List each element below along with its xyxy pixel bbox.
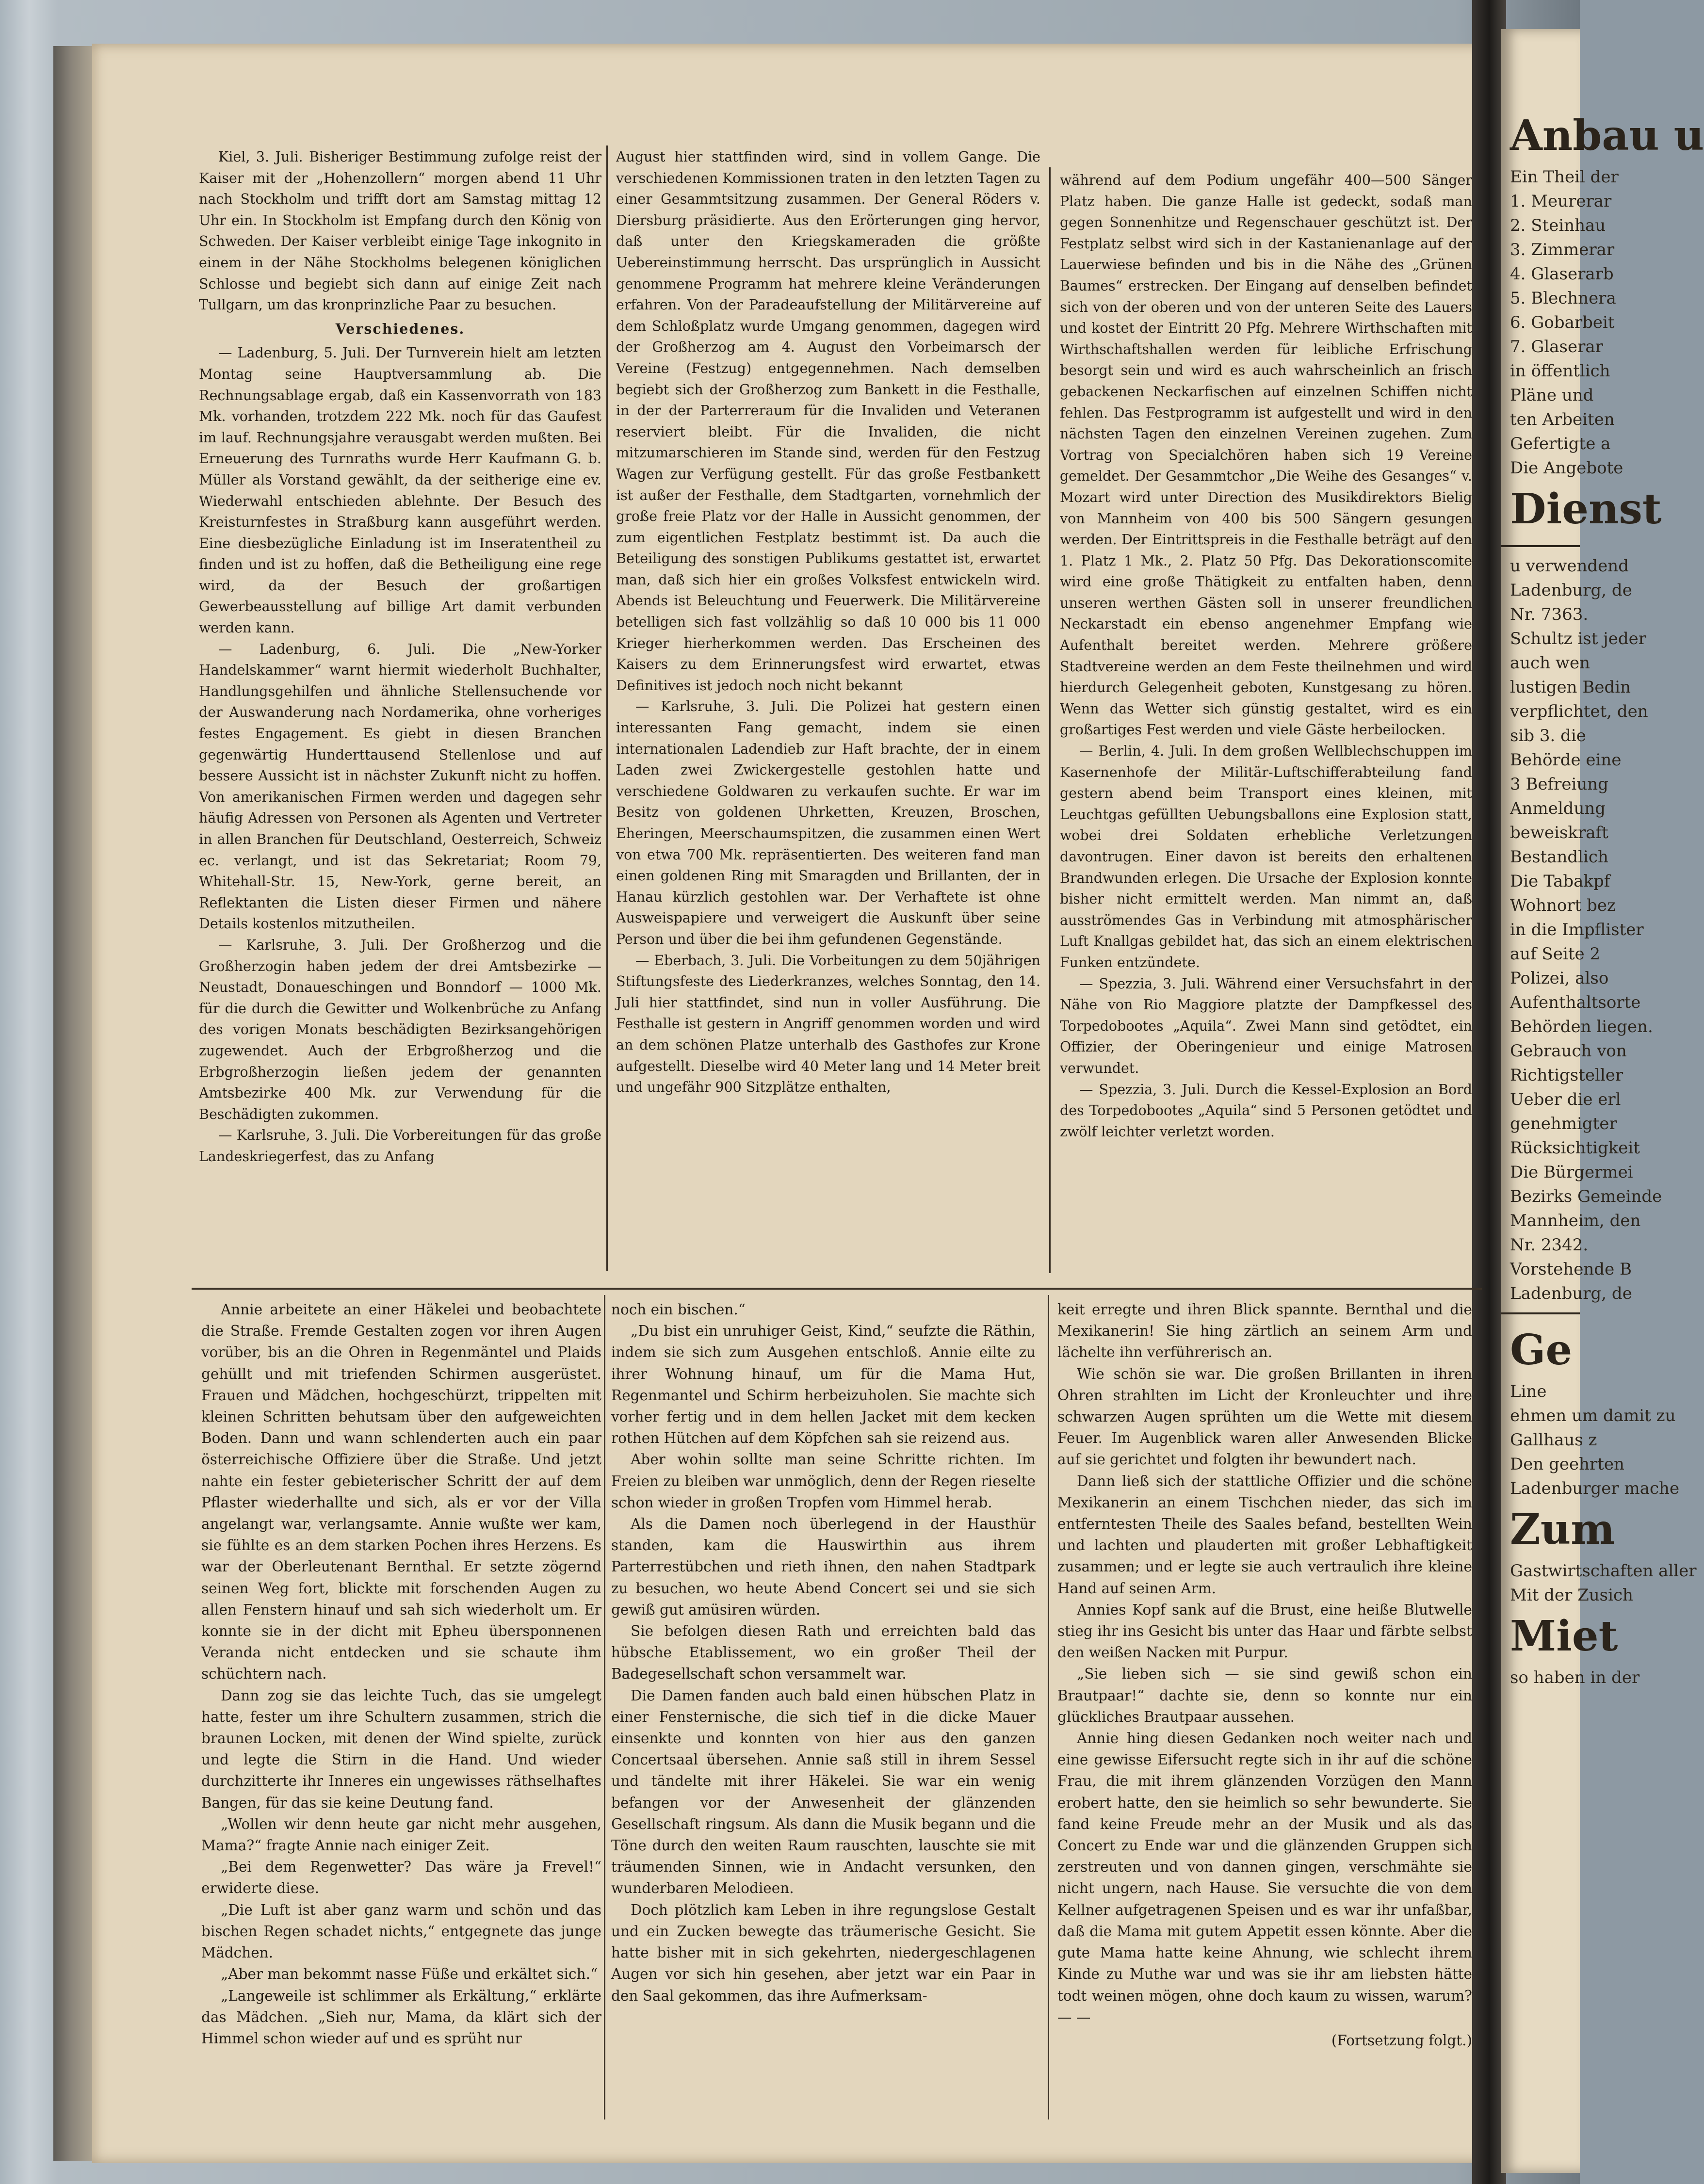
adjacent-page-line: Ladenburg, de bbox=[1510, 1284, 1632, 1303]
column-rule bbox=[1048, 1295, 1049, 2119]
continuation-note: (Fortsetzung folgt.) bbox=[1331, 2032, 1472, 2049]
adjacent-page-line: Vorstehende B bbox=[1510, 1260, 1632, 1279]
paragraph: — Karlsruhe, 3. Juli. Der Großherzog und die Großherzogin haben jedem der drei Amtsbezirke — Neustadt, Donaueschingen und Bonndorf — 1000 Mk. für die durch die Gewitter und Wolkenbrüche zu Anfang des vorigen Monats beschädigten Bezirksangehörigen zugewendet. Auch der Erbgroßherzog und die Erbgroßherzogin ließen jedem der genannten Amtsbezirke 400 Mk. zur Verwendung für die Beschädigten zukommen. bbox=[199, 937, 601, 1122]
column-rule bbox=[1049, 167, 1051, 1273]
adjacent-page-line: in öffentlich bbox=[1510, 361, 1610, 381]
adjacent-page-line: so haben in der bbox=[1510, 1668, 1640, 1687]
adjacent-page-line: Zum bbox=[1510, 1505, 1615, 1554]
column-rule bbox=[606, 146, 608, 1271]
adjacent-page-line: Die Tabakpf bbox=[1510, 872, 1610, 891]
paragraph: „Bei dem Regenwetter? Das wäre ja Frevel!“ erwiderte diese. bbox=[201, 1859, 601, 1897]
adjacent-page-line: ehmen um damit zu bbox=[1510, 1406, 1676, 1425]
adjacent-page-line: Schultz ist jeder bbox=[1510, 629, 1646, 648]
adjacent-page-line: Gefertigte a bbox=[1510, 434, 1611, 453]
paragraph: keit erregte und ihren Blick spannte. Bernthal und die Mexikanerin! Sie hing zärtlich an seinem Arm und lächelte ihn verführerisch an. bbox=[1057, 1301, 1472, 1361]
upper-column-2 bbox=[616, 146, 1040, 1098]
paragraph: Annie arbeitete an einer Häkelei und beobachtete die Straße. Fremde Gestalten zogen vor ihren Augen vorüber, bis an die Ohren in Regenmäntel und Plaids gehüllt und mit triefenden Schirmen ausgerüstet. Frauen und Mädchen, hochgeschürzt, trippelten mit kleinen Schritten behutsam über den aufgeweichten Boden. Dann und wann schlenderten auch ein paar österreichische Offiziere über die Straße. Und jetzt nahte ein fester gebieterischer Schritt der auf dem Pflaster wiederhallte und sich, als er vor der Villa angelangt war, verlangsamte. Annie wußte wer kam, sie fühlte es an dem starken Pochen ihres Herzens. Es war der Oberleutenant Bernthal. Er setzte zögernd seinen Weg fort, blickte mit forschenden Augen zu allen Fenstern hinauf und sah sich wiederholt um. Er konnte sie in der dicht mit Epheu übersponnenen Veranda nicht entdecken und sie schaute ihm schüchtern nach. bbox=[201, 1301, 601, 1682]
paragraph: Doch plötzlich kam Leben in ihre regungslose Gestalt und ein Zucken bewegte das träumerische Gesicht. Sie hatte bisher mit in sich gekehrten, niedergeschlagenen Augen vor sich hin gesehen, aber jetzt war ein Paar in den Saal gekommen, das ihre Aufmerksam- bbox=[611, 1901, 1036, 2004]
adjacent-page-line: Behörde eine bbox=[1510, 750, 1622, 770]
adjacent-page-line: Anmeldung bbox=[1510, 799, 1606, 818]
paragraph: „Langeweile ist schlimmer als Erkältung,“ erklärte das Mädchen. „Sieh nur, Mama, da klärt sich der Himmel schon wieder auf und es sprüht nur bbox=[201, 1987, 601, 2047]
paragraph: Annies Kopf sank auf die Brust, eine heiße Blutwelle stieg ihr ins Gesicht bis unter das Haar und färbte selbst den weißen Nacken mit Purpur. bbox=[1057, 1601, 1472, 1661]
adjacent-page-line: Ge bbox=[1510, 1326, 1573, 1375]
adjacent-page-line: Polizei, also bbox=[1510, 969, 1609, 988]
paragraph: Dann zog sie das leichte Tuch, das sie umgelegt hatte, fester um ihre Schultern zusammen, strich die braunen Locken, mit denen der Wind spielte, zurück und legte die Stirn in die Hand. Und wieder durchzitterte ihr Inneres ein ungewisses räthselhaftes Bangen, für das sie keine Deutung fand. bbox=[201, 1687, 601, 1811]
paragraph: — Berlin, 4. Juli. In dem großen Wellblechschuppen im Kasernenhofe der Militär-Luftschifferabteilung fand gestern abend beim Transport eines kleinen, mit Leuchtgas gefüllten Uebungsballons eine Explosion statt, wobei drei Soldaten erhebliche Verletzungen davontrugen. Einer davon ist bereits den erhaltenen Brandwunden erlegen. Die Ursache der Explosion konnte bisher nicht ermittelt werden. Man nimmt an, daß ausströmendes Gas in Verbindung mit atmosphärischer Luft Knallgas gebildet hat, das sich an einem elektrischen Funken entzündete. bbox=[1060, 743, 1472, 971]
adjacent-page-line: Die Angebote bbox=[1510, 458, 1623, 478]
paragraph: Als die Damen noch überlegend in der Hausthür standen, kam die Hauswirthin aus ihrem Parterrestübchen und rieth ihnen, den nahen Stadtpark zu besuchen, wo heute Abend Concert sei und sie sich gewiß gut amüsiren würden. bbox=[611, 1516, 1036, 1618]
paragraph: August hier stattfinden wird, sind in vollem Gange. Die verschiedenen Kommissionen traten in den letzten Tagen zu einer Gesammtsitzung zusammen. Der General Röders v. Diersburg präsidierte. Aus den Erörterungen ging hervor, daß unter den Kriegskameraden die größte Uebereinstimmung herrscht. Das ursprünglich in Aussicht genommene Programm hat mehrere kleine Veränderungen erfahren. Von der Paradeaufstellung der Militärvereine auf dem Schloßplatz wurde Umgang genommen, dagegen wird der Großherzog am 4. August den Vorbeimarsch der Vereine (Festzug) entgegennehmen. Nach demselben begiebt sich der Großherzog zum Bankett in die Festhalle, in der der Parterreraum für die Invaliden und Veteranen reserviert bleibt. Für die Invaliden, die nicht mitzumarschieren im Stande sind, werden für den Festzug Wagen zur Verfügung gestellt. Für das große Festbankett ist außer der Festhalle, dem Stadtgarten, vornehmlich der große freie Platz vor der Halle in Aussicht genommen, der zum eigentlichen Festplatz bestimmt ist. Da auch die Beteiligung des sonstigen Publikums gestattet ist, erwartet man, daß sich hier ein großes Volksfest entwickeln wird. Abends ist Beleuchtung und Feuerwerk. Die Militärvereine betelligen sich fast vollzählig so daß 10 000 bis 11 000 Krieger hierherkommen werden. Das Erscheinen des Kaisers zu dem Erinnerungsfest wird erwartet, etwas Definitives ist jedoch noch nicht bekannt bbox=[616, 149, 1040, 694]
paragraph: Sie befolgen diesen Rath und erreichten bald das hübsche Etablissement, wo ein großer Theil der Badegesellschaft schon versammelt war. bbox=[611, 1623, 1036, 1682]
adjacent-page-line: 7. Glaserar bbox=[1510, 337, 1603, 356]
adjacent-page-line: Nr. 7363. bbox=[1510, 605, 1589, 624]
paragraph: — Ladenburg, 6. Juli. Die „New-Yorker Handelskammer“ warnt hiermit wiederholt Buchhalter, Handlungsgehilfen und ähnliche Stellensuchende vor der Auswanderung nach Nordamerika, ohne vorheriges festes Engagement. Es giebt in diesen Branchen gegenwärtig Hunderttausend Stellenlose und auf bessere Aussicht ist in nächster Zukunft nicht zu hoffen. Von amerikanischen Firmen werden und dagegen sehr häufig Adressen von Personen als Agenten und Vertreter in allen Branchen für Deutschland, Oesterreich, Schweiz ec. verlangt, und ist das Sekretariat; Room 79, Whitehall-Str. 15, New-York, gerne bereit, an Reflektanten die Listen dieser Firmen und nähere Details kostenlos mitzutheilen. bbox=[199, 641, 601, 932]
paragraph: Wie schön sie war. Die großen Brillanten in ihren Ohren strahlten im Licht der Kronleuchter und ihre schwarzen Augen sprühten um die Wette mit diesem Feuer. Im Augenblick waren aller Anwesenden Blicke auf sie gerichtet und folgten ihr bewundert nach. bbox=[1057, 1365, 1472, 1468]
adjacent-page-line: verpflichtet, den bbox=[1510, 702, 1648, 721]
adjacent-page-line: lustigen Bedin bbox=[1510, 678, 1631, 697]
adjacent-page-line: auf Seite 2 bbox=[1510, 944, 1601, 964]
adjacent-page-line: Bestandlich bbox=[1510, 847, 1608, 867]
adjacent-page-line: u verwendend bbox=[1510, 556, 1629, 576]
upper-column-1 bbox=[199, 146, 601, 1167]
lower-column-2 bbox=[611, 1299, 1036, 2006]
adjacent-page-line: 2. Steinhau bbox=[1510, 216, 1606, 235]
lower-column-3 bbox=[1057, 1299, 1472, 2051]
adjacent-page-line: Line bbox=[1510, 1382, 1547, 1401]
adjacent-page-line: 6. Gobarbeit bbox=[1510, 313, 1615, 332]
adjacent-page-line: Behörden liegen. bbox=[1510, 1017, 1653, 1036]
paragraph: während auf dem Podium ungefähr 400—500 Sänger Platz haben. Die ganze Halle ist gedeckt, sodaß man gegen Sonnenhitze und Regenschauer geschützt ist. Der Festplatz selbst wird sich in der Kastanienanlage auf der Lauerwiese befinden und bis in die Nähe des „Grünen Baumes“ erstrecken. Der Eingang auf denselben befindet sich von der oberen und von der unteren Seite des Lauers und kostet der Eintritt 20 Pfg. Mehrere Wirthschaften mit Wirthschaftshallen werden für leibliche Erfrischung besorgt sein und wird es auch wahrscheinlich an frisch gebackenen Neckarfischen auf einzelnen Schiffen nicht fehlen. Das Festprogramm ist aufgestellt und wird in den nächsten Tagen den einzelnen Vereinen zugehen. Zum Vortrag von Specialchören haben sich 19 Vereine gemeldet. Der Gesammtchor „Die Weihe des Gesanges“ v. Mozart wird unter Direction des Musikdirektors Bielig von Mannheim von 400 bis 500 Sängern gesungen werden. Der Eintrittspreis in die Festhalle beträgt auf den 1. Platz 1 Mk., 2. Platz 50 Pfg. Das Dekorationscomite wird eine große Thätigkeit zu entfalten haben, denn unseren werthen Gästen soll in unserer freundlichen Neckarstadt ein ebenso angenehmer Empfang wie Aufenthalt bereitet werden. Mehrere größere Stadtvereine werden an dem Feste theilnehmen und wird hierdurch Gelegenheit geboten, Kunstgesang zu hören. Wenn das Wetter sich günstig gestaltet, wird es ein großartiges Fest werden und viele Gäste herbeilocken. bbox=[1060, 172, 1472, 738]
adjacent-page-line: 3. Zimmerar bbox=[1510, 240, 1615, 259]
adjacent-page-line: 1. Meurerar bbox=[1510, 192, 1612, 211]
paragraph: Annie hing diesen Gedanken noch weiter nach und eine gewisse Eifersucht regte sich in ihr auf die schöne Frau, die mit ihrem glänzenden Vorzügen den Mann erobert hatte, den sie heimlich so sehr bewunderte. Sie fand keine Freude mehr an der Musik und als das Concert zu Ende war und die glänzenden Gruppen sich zerstreuten und von dannen gingen, verschmähte sie nicht ungern, nach Hause. Sie versuchte die von dem Kellner aufgetragenen Speisen und es war ihr unfaßbar, daß die Mama mit gutem Appetit essen könnte. Aber die gute Mama hatte keine Ahnung, wie schlecht ihrem Kinde zu Muthe war und was sie ihr am liebsten hätte todt weinen mögen, ohne doch kaum zu wissen, warum? — — bbox=[1057, 1730, 1472, 2025]
paragraph: Aber wohin sollte man seine Schritte richten. Im Freien zu bleiben war unmöglich, denn der Regen rieselte schon wieder in großen Tropfen vom Himmel herab. bbox=[611, 1451, 1036, 1511]
adjacent-page-line: auch wen bbox=[1510, 653, 1590, 673]
adjacent-page-line: Ein Theil der bbox=[1510, 167, 1619, 187]
adjacent-page-line: Anbau u bbox=[1510, 111, 1704, 160]
adjacent-page-line: Gallhaus z bbox=[1510, 1430, 1597, 1450]
adjacent-page-line: in die Impflister bbox=[1510, 920, 1644, 939]
adjacent-page-rule bbox=[1501, 1312, 1580, 1314]
adjacent-page-rule bbox=[1501, 545, 1580, 547]
adjacent-page-line: ten Arbeiten bbox=[1510, 410, 1615, 429]
adjacent-page-line: Nr. 2342. bbox=[1510, 1235, 1589, 1255]
adjacent-page-line: 3 Befreiung bbox=[1510, 775, 1608, 794]
paragraph: — Karlsruhe, 3. Juli. Die Vorbereitungen für das große Landeskriegerfest, das zu Anfang bbox=[199, 1127, 601, 1165]
paragraph: — Spezzia, 3. Juli. Durch die Kessel-Explosion an Bord des Torpedobootes „Aquila“ sind 5 Personen getödtet und zwölf leichter verletzt worden. bbox=[1060, 1081, 1472, 1140]
section-heading: Verschiedenes. bbox=[335, 320, 465, 337]
paragraph: Dann ließ sich der stattliche Offizier und die schöne Mexikanerin an einem Tischchen nieder, das sich im entferntesten Theile des Saales befand, bestellten Wein und lachten und plauderten mit großer Lebhaftigkeit zusammen; und er legte sie auch vertraulich ihre kleine Hand auf seinen Arm. bbox=[1057, 1472, 1472, 1597]
paragraph: Die Damen fanden auch bald einen hübschen Platz in einer Fensternische, die sich tief in die dicke Mauer einsenkte und konnten von hier aus den ganzen Concertsaal übersehen. Annie saß still in ihrem Sessel und tändelte mit ihrer Häkelei. Sie war ein wenig befangen vor der Anwesenheit der glänzenden Gesellschaft ringsum. Als dann die Musik begann und die Töne durch den weiten Raum rauschten, lauschte sie mit träumenden Sinnen, wie in Andacht versunken, den wunderbaren Melodieen. bbox=[611, 1687, 1036, 1897]
adjacent-page-line: beweiskraft bbox=[1510, 823, 1608, 842]
paragraph: — Ladenburg, 5. Juli. Der Turnverein hielt am letzten Montag seine Hauptversammlung ab. Die Rechnungsablage ergab, daß ein Kassenvorrath von 183 Mk. vorhanden, trotzdem 222 Mk. noch für das Gaufest im lauf. Rechnungsjahre verausgabt werden mußten. Bei Erneuerung des Turnraths wurde Herr Kaufmann G. b. Müller als Vorstand gewählt, da der seitherige eine ev. Wiederwahl entschieden ablehnte. Der Besuch des Kreisturnfestes in Straßburg kann ausgeführt werden. Eine diesbezügliche Einladung ist im Inseratentheil zu finden und ist zu hoffen, daß die Betheiligung eine rege wird, da der Besuch der großartigen Gewerbeausstellung auf billige Art damit verbunden werden kann. bbox=[199, 345, 601, 636]
adjacent-page-line: Aufenthaltsorte bbox=[1510, 993, 1641, 1012]
adjacent-page-bottom bbox=[1501, 1321, 1697, 1690]
column-rule bbox=[604, 1295, 605, 2119]
adjacent-page-line: Richtigsteller bbox=[1510, 1066, 1623, 1085]
paragraph: noch ein bischen.“ bbox=[611, 1301, 746, 1318]
adjacent-page-line: Die Bürgermei bbox=[1510, 1163, 1633, 1182]
adjacent-page-line: Gastwirtschaften aller bbox=[1510, 1561, 1697, 1581]
lower-column-1 bbox=[201, 1299, 601, 2049]
paragraph: „Wollen wir denn heute gar nicht mehr ausgehen, Mama?“ fragte Annie nach einiger Zeit. bbox=[201, 1815, 601, 1854]
adjacent-page-line: 5. Blechnera bbox=[1510, 289, 1616, 308]
adjacent-page-line: Mannheim, den bbox=[1510, 1211, 1641, 1230]
adjacent-page-line: Gebrauch von bbox=[1510, 1041, 1627, 1061]
adjacent-page-line: Ladenburg, de bbox=[1510, 581, 1632, 600]
adjacent-page-middle bbox=[1501, 554, 1662, 1306]
paragraph: „Sie lieben sich — sie sind gewiß schon ein Brautpaar!“ dachte sie, denn so konnte nur ein glückliches Brautpaar aussehen. bbox=[1057, 1666, 1472, 1725]
adjacent-page-top bbox=[1501, 107, 1704, 538]
paragraph: Kiel, 3. Juli. Bisheriger Bestimmung zufolge reist der Kaiser mit der „Hohenzollern“ morgen abend 11 Uhr nach Stockholm und trifft dort am Samstag mittag 12 Uhr ein. In Stockholm ist Empfang durch den König von Schweden. Der Kaiser verbleibt einige Tage inkognito in einem in der Nähe Stockholms belegenen königlichen Schlosse und begiebt sich dann auf einige Zeit nach Tullgarn, um das kronprinzliche Paar zu besuchen. bbox=[199, 149, 601, 313]
adjacent-page-line: Ladenburger mache bbox=[1510, 1479, 1680, 1498]
paragraph: „Die Luft ist aber ganz warm und schön und das bischen Regen schadet nichts,“ entgegnete das junge Mädchen. bbox=[201, 1901, 601, 1961]
paragraph: „Du bist ein unruhiger Geist, Kind,“ seufzte die Räthin, indem sie sich zum Ausgehen entschloß. Annie eilte zu ihrer Wohnung hinauf, um für die Mama Hut, Regenmantel und Schirm herbeizuholen. Sie machte sich vorher fertig und in dem hellen Jacket mit dem kecken rothen Hütchen auf dem Köpfchen sah sie reizend aus. bbox=[611, 1323, 1036, 1447]
adjacent-page-line: Miet bbox=[1510, 1612, 1618, 1661]
section-divider bbox=[192, 1288, 1482, 1290]
adjacent-page-line: Ueber die erl bbox=[1510, 1090, 1621, 1109]
adjacent-page-line: Mit der Zusich bbox=[1510, 1585, 1633, 1605]
paragraph: — Spezzia, 3. Juli. Während einer Versuchsfahrt in der Nähe von Rio Maggiore platzte der Dampfkessel des Torpedobootes „Aquila“. Zwei Mann sind getödtet, ein Offizier, der Oberingenieur und einige Matrosen verwundet. bbox=[1060, 975, 1472, 1076]
adjacent-page-line: Rücksichtigkeit bbox=[1510, 1138, 1640, 1158]
adjacent-page-line: Den geehrten bbox=[1510, 1455, 1624, 1474]
adjacent-page-line: sib 3. die bbox=[1510, 726, 1586, 745]
paragraph: — Eberbach, 3. Juli. Die Vorbeitungen zu dem 50jährigen Stiftungsfeste des Liederkranzes, welches Sonntag, den 14. Juli hier stattfindet, sind nun in voller Ausführung. Die Festhalle ist gestern in Angriff genommen worden und wird an dem schönen Platze unterhalb des Gasthofes zur Krone aufgestellt. Dieselbe wird 40 Meter lang und 14 Meter breit und ungefähr 900 Sitzplätze enthalten, bbox=[616, 952, 1040, 1096]
adjacent-page-line: genehmigter bbox=[1510, 1114, 1617, 1133]
paragraph: — Karlsruhe, 3. Juli. Die Polizei hat gestern einen interessanten Fang gemacht, indem sie einen internationalen Ladendieb zur Haft brachte, der in einem Laden zwei Zwickergestelle gestohlen hatte und verschiedene Goldwaren zu verkaufen suchte. Er war im Besitz von goldenen Uhrketten, Kreuzen, Broschen, Eheringen, Meerschaumspitzen, die zusammen einen Wert von etwa 700 Mk. repräsentierten. Des weiteren fand man einen goldenen Ring mit Smaragden und Brillanten, der in Hanau kürzlich gestohlen war. Der Verhaftete ist ohne Ausweispapiere und verweigert die Auskunft über seine Person und über die bei ihm gefundenen Gegenstände. bbox=[616, 698, 1040, 947]
adjacent-page-line: Dienst bbox=[1510, 485, 1662, 534]
upper-column-3 bbox=[1060, 170, 1472, 1142]
adjacent-page-line: 4. Glaserarb bbox=[1510, 264, 1614, 284]
adjacent-page-line: Wohnort bez bbox=[1510, 896, 1616, 915]
paragraph: „Aber man bekommt nasse Füße und erkältet sich.“ bbox=[221, 1966, 598, 1983]
adjacent-page-fragment bbox=[1501, 29, 1704, 2173]
adjacent-page-line: Pläne und bbox=[1510, 386, 1594, 405]
adjacent-page-line: Bezirks Gemeinde bbox=[1510, 1187, 1662, 1206]
